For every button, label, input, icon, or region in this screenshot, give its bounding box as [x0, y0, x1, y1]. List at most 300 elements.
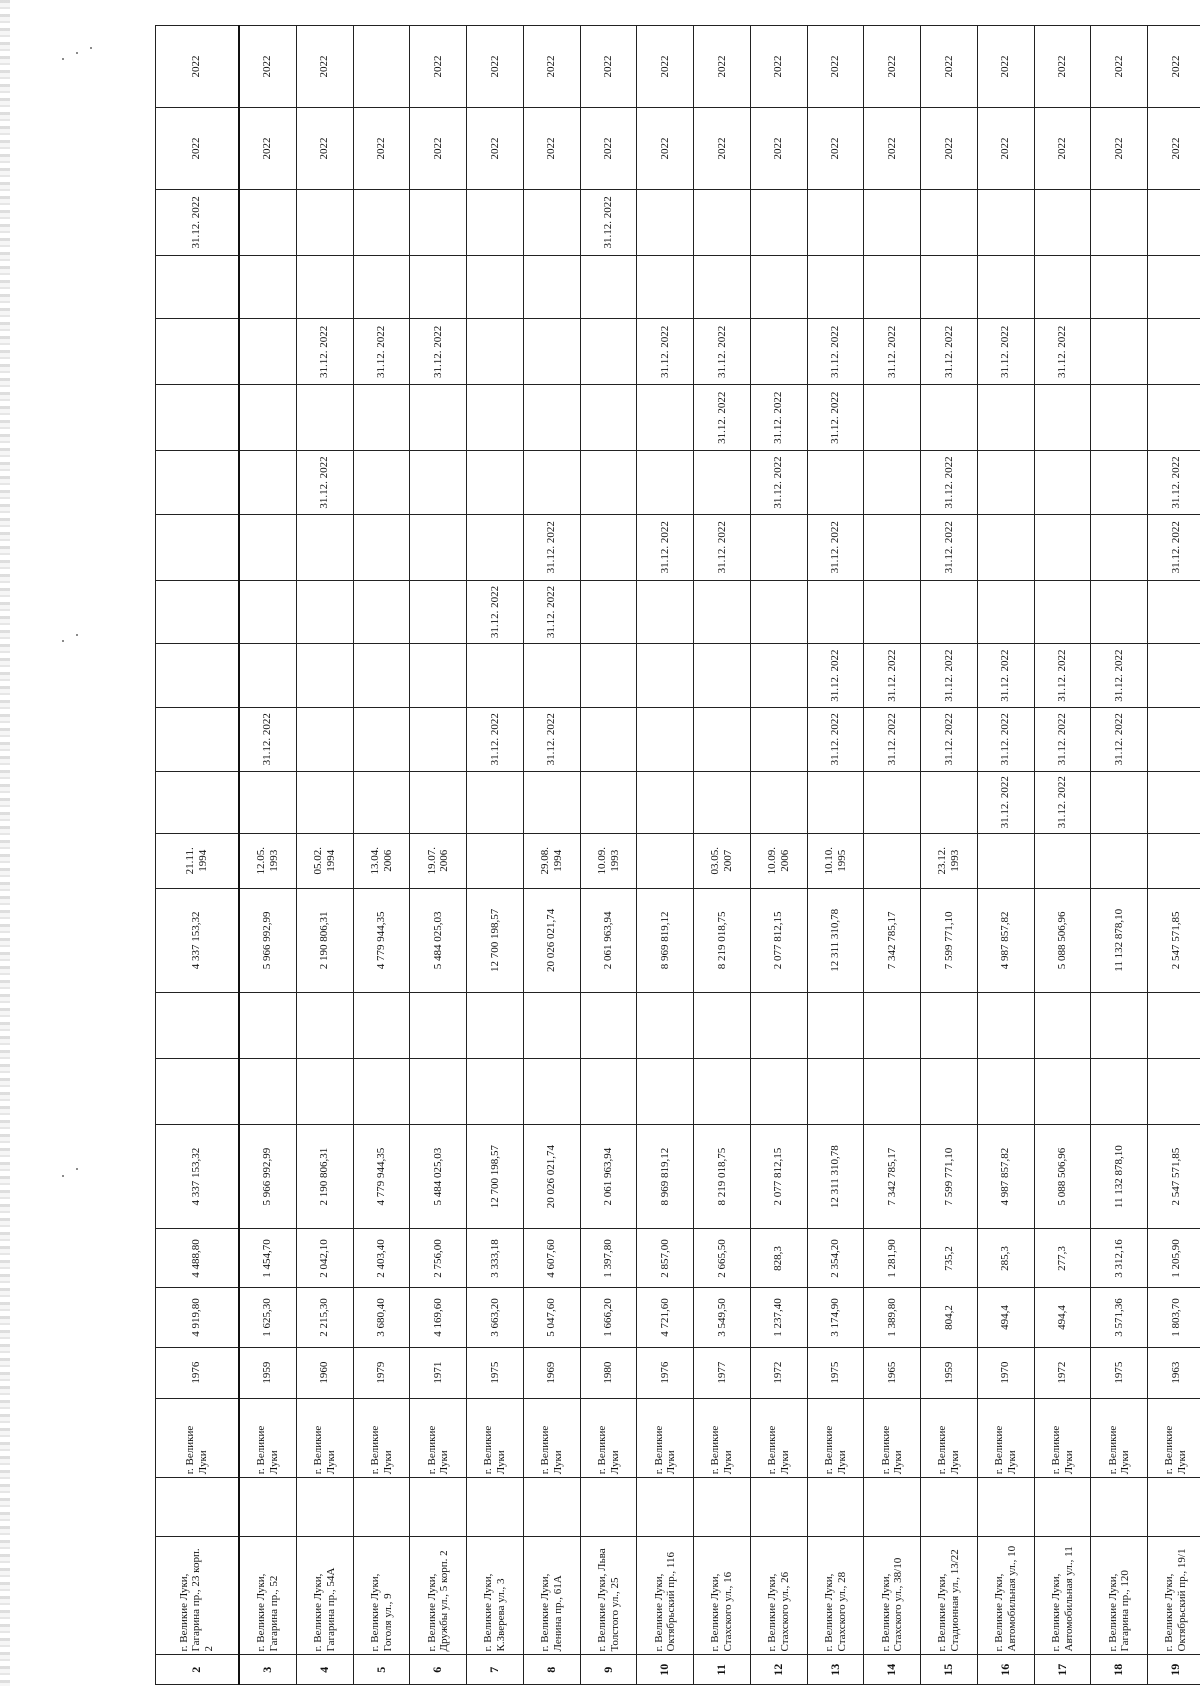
total-cost-cell: 8 219 018,75: [694, 1124, 751, 1229]
deadline-cell: [410, 451, 467, 515]
privatization-date-cell: [1034, 834, 1091, 889]
row-number: 7: [467, 1655, 524, 1685]
total-cost-cell: 2 061 963,94: [580, 1124, 637, 1229]
deadline-cell: [864, 514, 921, 580]
deadline-cell: [239, 644, 297, 708]
repair-cost-cell: 8 219 018,75: [694, 888, 751, 993]
total-cost-cell: 5 966 992,99: [239, 1124, 297, 1229]
deadline-cell: 31.12. 2022: [1034, 644, 1091, 708]
year-built-cell: 1971: [410, 1347, 467, 1398]
deadline-cell: [296, 514, 353, 580]
locality-cell: г. Великие Луки: [523, 1398, 580, 1478]
deadline-cell: 31.12. 2022: [694, 514, 751, 580]
deadline-cell: [637, 644, 694, 708]
deadline-cell: 31.12. 2022: [637, 514, 694, 580]
year-built-cell: 1975: [1091, 1347, 1148, 1398]
total-cost-cell: 4 779 944,35: [353, 1124, 410, 1229]
total-cost-cell: 7 599 771,10: [921, 1124, 978, 1229]
deadline-cell: 31.12. 2022: [977, 644, 1034, 708]
blank-cell: [1091, 1478, 1148, 1537]
plan-year-cell: 2022: [864, 26, 921, 108]
deadline-cell: [1148, 189, 1200, 255]
plan-year-cell: 2022: [977, 26, 1034, 108]
total-area-cell: 1 237,40: [750, 1288, 807, 1347]
plan-year-cell: 2022: [807, 26, 864, 108]
plan-year-cell: 2022: [467, 26, 524, 108]
living-area-cell: 3 333,18: [467, 1229, 524, 1288]
blank-cell: [694, 1058, 751, 1124]
deadline-cell: [467, 319, 524, 385]
locality-cell: г. Великие Луки: [1148, 1398, 1200, 1478]
deadline-cell: 31.12. 2022: [580, 189, 637, 255]
blank-cell: [156, 255, 239, 319]
rotated-table-page: [155, 25, 1200, 1685]
blank-cell: [523, 1058, 580, 1124]
year-built-cell: 1960: [296, 1347, 353, 1398]
table-row: [353, 26, 410, 1685]
deadline-cell: [467, 771, 524, 833]
address-cell: г. Великие Луки, Ленина пр., 61А: [523, 1537, 580, 1655]
address-cell: г. Великие Луки, Стадионная ул., 13/22: [921, 1537, 978, 1655]
locality-cell: г. Великие Луки: [353, 1398, 410, 1478]
deadline-cell: [1091, 580, 1148, 644]
blank-cell: [410, 993, 467, 1059]
living-area-cell: 4 488,80: [156, 1229, 239, 1288]
privatization-date-cell: 13.04. 2006: [353, 834, 410, 889]
plan-year-cell: 2022: [807, 108, 864, 190]
blank-cell: [410, 1478, 467, 1537]
blank-cell: [467, 993, 524, 1059]
blank-cell: [296, 1478, 353, 1537]
deadline-cell: [864, 771, 921, 833]
deadline-cell: [977, 451, 1034, 515]
total-cost-cell: 11 132 878,10: [1091, 1124, 1148, 1229]
total-area-cell: 1 803,70: [1148, 1288, 1200, 1347]
blank-cell: [750, 1478, 807, 1537]
row-number: 13: [807, 1655, 864, 1685]
blank-cell: [523, 993, 580, 1059]
blank-cell: [467, 255, 524, 319]
row-number: 8: [523, 1655, 580, 1685]
table-row: [1034, 26, 1091, 1685]
deadline-cell: [637, 580, 694, 644]
address-cell: г. Великие Луки, Гагарина пр., 23 корп. 2: [156, 1537, 239, 1655]
repair-cost-cell: 2 190 806,31: [296, 888, 353, 993]
year-built-cell: 1975: [807, 1347, 864, 1398]
table-row: [750, 26, 807, 1685]
privatization-date-cell: [1091, 834, 1148, 889]
deadline-cell: [580, 580, 637, 644]
privatization-date-cell: 10.10. 1995: [807, 834, 864, 889]
plan-year-cell: 2022: [694, 26, 751, 108]
blank-cell: [410, 255, 467, 319]
repair-cost-cell: 5 484 025,03: [410, 888, 467, 993]
deadline-cell: 31.12. 2022: [977, 707, 1034, 771]
deadline-cell: [296, 580, 353, 644]
locality-cell: г. Великие Луки: [921, 1398, 978, 1478]
blank-cell: [523, 255, 580, 319]
deadline-cell: [523, 189, 580, 255]
row-number: 11: [694, 1655, 751, 1685]
plan-year-cell: 2022: [239, 108, 297, 190]
deadline-cell: [353, 514, 410, 580]
deadline-cell: [1148, 385, 1200, 451]
deadline-cell: 31.12. 2022: [921, 451, 978, 515]
deadline-cell: [410, 189, 467, 255]
deadline-cell: 31.12. 2022: [864, 644, 921, 708]
deadline-cell: [353, 644, 410, 708]
deadline-cell: 31.12. 2022: [296, 319, 353, 385]
address-cell: г. Великие Луки, Автомобильная ул., 10: [977, 1537, 1034, 1655]
plan-year-cell: 2022: [296, 108, 353, 190]
deadline-cell: 31.12. 2022: [807, 319, 864, 385]
deadline-cell: 31.12. 2022: [921, 514, 978, 580]
plan-year-cell: 2022: [1034, 26, 1091, 108]
deadline-cell: [353, 707, 410, 771]
total-area-cell: 3 571,36: [1091, 1288, 1148, 1347]
deadline-cell: 31.12. 2022: [1034, 707, 1091, 771]
total-area-cell: 4 169,60: [410, 1288, 467, 1347]
repair-cost-cell: 8 969 819,12: [637, 888, 694, 993]
privatization-date-cell: [1148, 834, 1200, 889]
deadline-cell: [410, 514, 467, 580]
deadline-cell: [523, 319, 580, 385]
deadline-cell: [921, 189, 978, 255]
locality-cell: г. Великие Луки: [467, 1398, 524, 1478]
living-area-cell: 2 354,20: [807, 1229, 864, 1288]
privatization-date-cell: 03.05. 2007: [694, 834, 751, 889]
deadline-cell: [1091, 451, 1148, 515]
total-cost-cell: 4 337 153,32: [156, 1124, 239, 1229]
deadline-cell: [807, 189, 864, 255]
privatization-date-cell: 05.02. 1994: [296, 834, 353, 889]
blank-cell: [523, 1478, 580, 1537]
table-row: [1091, 26, 1148, 1685]
deadline-cell: [750, 514, 807, 580]
table-row: [580, 26, 637, 1685]
blank-cell: [1091, 993, 1148, 1059]
living-area-cell: 1 397,80: [580, 1229, 637, 1288]
year-built-cell: 1969: [523, 1347, 580, 1398]
table-row: [523, 26, 580, 1685]
deadline-cell: [156, 580, 239, 644]
locality-cell: г. Великие Луки: [694, 1398, 751, 1478]
deadline-cell: [694, 771, 751, 833]
deadline-cell: [977, 189, 1034, 255]
total-cost-cell: 5 088 506,96: [1034, 1124, 1091, 1229]
deadline-cell: [353, 580, 410, 644]
deadline-cell: [750, 644, 807, 708]
plan-year-cell: 2022: [864, 108, 921, 190]
repair-cost-cell: 4 779 944,35: [353, 888, 410, 993]
deadline-cell: 31.12. 2022: [921, 644, 978, 708]
living-area-cell: 828,3: [750, 1229, 807, 1288]
repair-cost-cell: 20 026 021,74: [523, 888, 580, 993]
living-area-cell: 285,3: [977, 1229, 1034, 1288]
living-area-cell: 1 281,90: [864, 1229, 921, 1288]
locality-cell: г. Великие Луки: [807, 1398, 864, 1478]
deadline-cell: [580, 644, 637, 708]
year-built-cell: 1977: [694, 1347, 751, 1398]
deadline-cell: [353, 771, 410, 833]
deadline-cell: [1091, 771, 1148, 833]
deadline-cell: 31.12. 2022: [807, 514, 864, 580]
deadline-cell: [750, 189, 807, 255]
address-cell: г. Великие Луки, Стахского ул., 26: [750, 1537, 807, 1655]
locality-cell: г. Великие Луки: [156, 1398, 239, 1478]
blank-cell: [694, 993, 751, 1059]
locality-cell: г. Великие Луки: [410, 1398, 467, 1478]
deadline-cell: [353, 189, 410, 255]
repair-cost-cell: 12 311 310,78: [807, 888, 864, 993]
deadline-cell: [580, 385, 637, 451]
deadline-cell: [410, 771, 467, 833]
living-area-cell: 277,3: [1034, 1229, 1091, 1288]
deadline-cell: [1091, 385, 1148, 451]
total-area-cell: 804,2: [921, 1288, 978, 1347]
deadline-cell: 31.12. 2022: [637, 319, 694, 385]
blank-cell: [467, 1058, 524, 1124]
privatization-date-cell: 21.11. 1994: [156, 834, 239, 889]
total-area-cell: 2 215,30: [296, 1288, 353, 1347]
deadline-cell: [1148, 771, 1200, 833]
plan-year-cell: 2022: [410, 108, 467, 190]
deadline-cell: 31.12. 2022: [1148, 451, 1200, 515]
deadline-cell: 31.12. 2022: [750, 385, 807, 451]
deadline-cell: 31.12. 2022: [410, 319, 467, 385]
address-cell: г. Великие Луки, К.Зверева ул., 3: [467, 1537, 524, 1655]
deadline-cell: [410, 707, 467, 771]
deadline-cell: [864, 580, 921, 644]
deadline-cell: 31.12. 2022: [1034, 319, 1091, 385]
deadline-cell: [353, 451, 410, 515]
plan-year-cell: 2022: [239, 26, 297, 108]
deadline-cell: 31.12. 2022: [523, 707, 580, 771]
year-built-cell: 1959: [239, 1347, 297, 1398]
blank-cell: [580, 255, 637, 319]
total-area-cell: 3 680,40: [353, 1288, 410, 1347]
locality-cell: г. Великие Луки: [637, 1398, 694, 1478]
blank-cell: [1148, 1058, 1200, 1124]
blank-cell: [921, 1058, 978, 1124]
deadline-cell: [580, 319, 637, 385]
blank-cell: [694, 255, 751, 319]
blank-cell: [807, 993, 864, 1059]
plan-year-cell: 2022: [1091, 26, 1148, 108]
deadline-cell: [637, 385, 694, 451]
total-cost-cell: 4 987 857,82: [977, 1124, 1034, 1229]
total-area-cell: 3 174,90: [807, 1288, 864, 1347]
deadline-cell: [864, 451, 921, 515]
deadline-cell: 31.12. 2022: [750, 451, 807, 515]
blank-cell: [156, 1058, 239, 1124]
locality-cell: г. Великие Луки: [296, 1398, 353, 1478]
repair-cost-cell: 11 132 878,10: [1091, 888, 1148, 993]
total-area-cell: 3 663,20: [467, 1288, 524, 1347]
deadline-cell: [239, 580, 297, 644]
table-row: [1148, 26, 1200, 1685]
privatization-date-cell: [637, 834, 694, 889]
scan-speck: [62, 58, 64, 60]
plan-year-cell: 2022: [750, 26, 807, 108]
deadline-cell: [694, 644, 751, 708]
scan-speck: [76, 52, 78, 54]
living-area-cell: 2 756,00: [410, 1229, 467, 1288]
row-number: 18: [1091, 1655, 1148, 1685]
privatization-date-cell: 23.12. 1993: [921, 834, 978, 889]
deadline-cell: 31.12. 2022: [353, 319, 410, 385]
deadline-cell: [977, 385, 1034, 451]
deadline-cell: 31.12. 2022: [864, 319, 921, 385]
deadline-cell: [694, 707, 751, 771]
address-cell: г. Великие Луки, Стахского ул., 16: [694, 1537, 751, 1655]
repair-cost-cell: 5 966 992,99: [239, 888, 297, 993]
row-number: 6: [410, 1655, 467, 1685]
deadline-cell: [239, 319, 297, 385]
row-number: 9: [580, 1655, 637, 1685]
deadline-cell: [750, 771, 807, 833]
privatization-date-cell: [467, 834, 524, 889]
row-number: 19: [1148, 1655, 1200, 1685]
blank-cell: [239, 1058, 297, 1124]
plan-year-cell: 2022: [296, 26, 353, 108]
locality-cell: г. Великие Луки: [1091, 1398, 1148, 1478]
privatization-date-cell: 29.08. 1994: [523, 834, 580, 889]
scan-edge: [0, 0, 10, 1686]
blank-cell: [637, 255, 694, 319]
total-cost-cell: 2 190 806,31: [296, 1124, 353, 1229]
blank-cell: [750, 993, 807, 1059]
deadline-cell: [921, 580, 978, 644]
table-row: [156, 26, 239, 1685]
plan-year-cell: 2022: [1034, 108, 1091, 190]
row-number: 16: [977, 1655, 1034, 1685]
deadline-cell: [1034, 385, 1091, 451]
blank-cell: [296, 993, 353, 1059]
blank-cell: [239, 1478, 297, 1537]
privatization-date-cell: 12.05. 1993: [239, 834, 297, 889]
total-area-cell: 1 666,20: [580, 1288, 637, 1347]
deadline-cell: [239, 514, 297, 580]
privatization-date-cell: [977, 834, 1034, 889]
plan-year-cell: [353, 26, 410, 108]
blank-cell: [1034, 1058, 1091, 1124]
housing-repair-table: [155, 25, 1200, 1685]
year-built-cell: 1979: [353, 1347, 410, 1398]
deadline-cell: [1034, 514, 1091, 580]
plan-year-cell: 2022: [156, 108, 239, 190]
deadline-cell: [523, 385, 580, 451]
plan-year-cell: 2022: [750, 108, 807, 190]
deadline-cell: [637, 707, 694, 771]
blank-cell: [580, 1058, 637, 1124]
deadline-cell: [156, 771, 239, 833]
locality-cell: г. Великие Луки: [1034, 1398, 1091, 1478]
blank-cell: [1148, 255, 1200, 319]
total-area-cell: 1 389,80: [864, 1288, 921, 1347]
blank-cell: [750, 255, 807, 319]
deadline-cell: 31.12. 2022: [467, 707, 524, 771]
total-area-cell: 5 047,60: [523, 1288, 580, 1347]
deadline-cell: [156, 644, 239, 708]
year-built-cell: 1975: [467, 1347, 524, 1398]
deadline-cell: 31.12. 2022: [807, 385, 864, 451]
row-number: 14: [864, 1655, 921, 1685]
blank-cell: [1091, 255, 1148, 319]
row-number: 15: [921, 1655, 978, 1685]
deadline-cell: [977, 514, 1034, 580]
plan-year-cell: 2022: [353, 108, 410, 190]
locality-cell: г. Великие Луки: [864, 1398, 921, 1478]
plan-year-cell: 2022: [523, 26, 580, 108]
locality-cell: г. Великие Луки: [750, 1398, 807, 1478]
total-cost-cell: 12 311 310,78: [807, 1124, 864, 1229]
deadline-cell: [637, 771, 694, 833]
deadline-cell: [239, 189, 297, 255]
blank-cell: [694, 1478, 751, 1537]
blank-cell: [353, 255, 410, 319]
scan-speck: [76, 634, 78, 636]
blank-cell: [156, 993, 239, 1059]
deadline-cell: [1091, 514, 1148, 580]
table-row: [410, 26, 467, 1685]
blank-cell: [353, 993, 410, 1059]
living-area-cell: 2 665,50: [694, 1229, 751, 1288]
deadline-cell: [1091, 189, 1148, 255]
total-area-cell: 494,4: [977, 1288, 1034, 1347]
blank-cell: [1148, 1478, 1200, 1537]
year-built-cell: 1972: [750, 1347, 807, 1398]
living-area-cell: 735,2: [921, 1229, 978, 1288]
total-area-cell: 494,4: [1034, 1288, 1091, 1347]
deadline-cell: [296, 771, 353, 833]
table-row: [296, 26, 353, 1685]
total-cost-cell: 5 484 025,03: [410, 1124, 467, 1229]
deadline-cell: 31.12. 2022: [694, 319, 751, 385]
plan-year-cell: 2022: [580, 108, 637, 190]
plan-year-cell: 2022: [921, 108, 978, 190]
deadline-cell: 31.12. 2022: [1091, 707, 1148, 771]
row-number: 10: [637, 1655, 694, 1685]
locality-cell: г. Великие Луки: [239, 1398, 297, 1478]
deadline-cell: [296, 707, 353, 771]
deadline-cell: [467, 385, 524, 451]
plan-year-cell: 2022: [694, 108, 751, 190]
deadline-cell: [1034, 189, 1091, 255]
scan-speck: [76, 1168, 78, 1170]
deadline-cell: [296, 189, 353, 255]
address-cell: г. Великие Луки, Стахского ул., 28: [807, 1537, 864, 1655]
deadline-cell: [523, 771, 580, 833]
deadline-cell: [864, 189, 921, 255]
deadline-cell: [580, 514, 637, 580]
row-number: 17: [1034, 1655, 1091, 1685]
address-cell: г. Великие Луки, Октябрьский пр., 116: [637, 1537, 694, 1655]
address-cell: г. Великие Луки, Автомобильная ул., 11: [1034, 1537, 1091, 1655]
deadline-cell: [637, 451, 694, 515]
plan-year-cell: 2022: [523, 108, 580, 190]
privatization-date-cell: 10.09. 1993: [580, 834, 637, 889]
blank-cell: [239, 255, 297, 319]
living-area-cell: 2 857,00: [637, 1229, 694, 1288]
deadline-cell: [580, 771, 637, 833]
deadline-cell: [156, 514, 239, 580]
address-cell: г. Великие Луки, Гагарина пр., 52: [239, 1537, 297, 1655]
deadline-cell: [807, 771, 864, 833]
deadline-cell: [977, 580, 1034, 644]
deadline-cell: 31.12. 2022: [807, 644, 864, 708]
deadline-cell: [156, 451, 239, 515]
